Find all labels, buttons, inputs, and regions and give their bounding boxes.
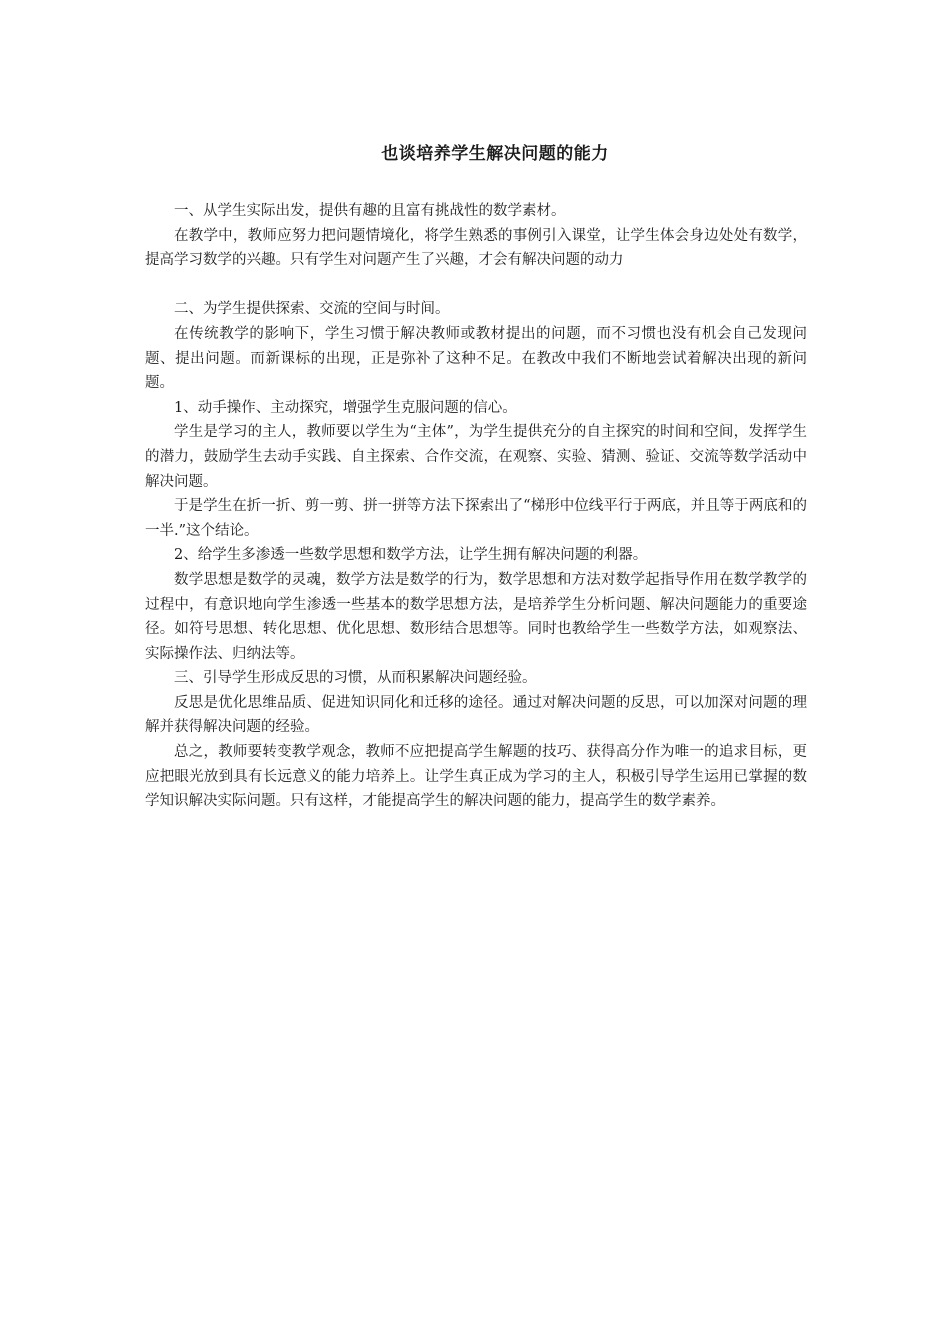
conclusion-paragraph: 总之，教师要转变教学观念，教师不应把提高学生解题的技巧、获得高分作为唯一的追求目标，更应把眼光放到具有长远意义的能力培养上。让学生真正成为学习的主人，积极引导学生运用已掌握的数学知识解决实际问题。只有这样，才能提高学生的解决问题的能力，提高学生的数学素养。 <box>145 744 807 810</box>
section-heading-3: 三、引导学生形成反思的习惯，从而积累解决问题经验。 <box>174 670 537 687</box>
section-heading-2: 二、为学生提供探索、交流的空间与时间。 <box>174 301 450 318</box>
section-heading-1: 一、从学生实际出发，提供有趣的且富有挑战性的数学素材。 <box>174 203 566 219</box>
paragraph: 数学思想是数学的灵魂，数学方法是数学的行为，数学思想和方法对数学起指导作用在数学教学的过程中，有意识地向学生渗透一些基本的数学思想方法，是培养学生分析问题、解决问题能力的重要途径。如符号思想、转化思想、优化思想、数形结合思想等。同时也教给学生一些数学方法，如观察法、实际操作法、归纳法等。 <box>145 571 807 662</box>
paragraph: 反思是优化思维品质、促进知识同化和迁移的途径。通过对解决问题的反思，可以加深对问题的理解并获得解决问题的经验。 <box>145 694 807 736</box>
document-title: 也谈培养学生解决问题的能力 <box>381 144 609 164</box>
paragraph: 在教学中，教师应努力把问题情境化，将学生熟悉的事例引入课堂，让学生体会身边处处有数学，提高学习数学的兴趣。只有学生对问题产生了兴趣，才会有解决问题的动力 <box>145 227 807 269</box>
blank-line <box>145 273 807 298</box>
subsection-heading-1: 1、动手操作、主动探究，增强学生克服问题的信心。 <box>174 399 517 416</box>
subsection-heading-2: 2、给学生多渗透一些数学思想和数学方法，让学生拥有解决问题的利器。 <box>174 547 648 564</box>
paragraph: 在传统教学的影响下，学生习惯于解决教师或教材提出的问题，而不习惯也没有机会自己发现问题、提出问题。而新课标的出现，正是弥补了这种不足。在教改中我们不断地尝试着解决出现的新问题。 <box>145 325 807 392</box>
paragraph: 学生是学习的主人，教师要以学生为“主体”，为学生提供充分的自主探究的时间和空间，发挥学生的潜力，鼓励学生去动手实践、自主探索、合作交流，在观察、实验、猜测、验证、交流等数学活动中解决问题。 <box>145 424 807 490</box>
document-body <box>145 199 807 814</box>
paragraph: 于是学生在折一折、剪一剪、拼一拼等方法下探索出了“梯形中位线平行于两底，并且等于两底和的一半.”这个结论。 <box>145 498 807 539</box>
